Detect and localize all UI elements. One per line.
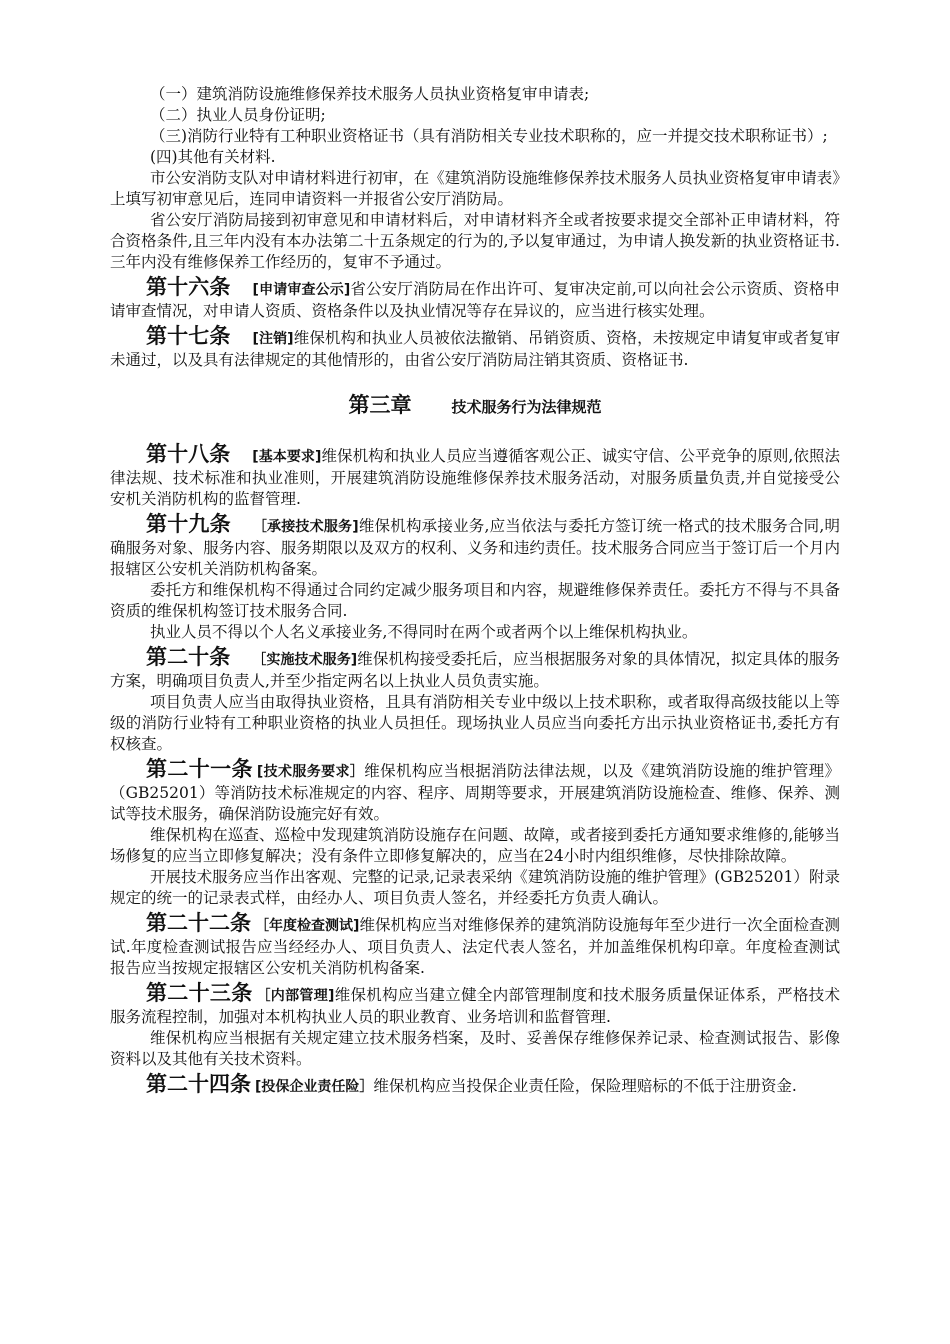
article-text: 维保机构接受委托后，应当根据服务对象的具体情况，拟定具体的服务方案，明确项目负责人,并至少指定两名以上执业人员负责实施。 (110, 650, 840, 690)
article-text: 维保机构和执业人员应当遵循客观公正、诚实守信、公平竞争的原则,依照法律法规、技术标准和执业准则，开展建筑消防设施维修保养技术服务活动，对服务质量负责,并自觉接受公安机关消防机构的监督管理. (110, 447, 841, 508)
article-16 (110, 277, 840, 322)
paragraph: 开展技术服务应当作出客观、完整的记录,记录表采纳《建筑消防设施的维护管理》(GB25201）附录规定的统一的记录表式样，由经办人、项目负责人签名，并经委托方负责人确认。 (110, 868, 840, 907)
article-tag: ［年度检查测试] (255, 918, 360, 934)
article-tag: [基本要求] (252, 449, 322, 465)
article-text: 维保机构应当建立健全内部管理制度和技术服务质量保证体系，严格技术服务流程控制，加强对本机构执业人员的职业教育、业务培训和监督管理. (110, 986, 840, 1026)
paragraph: 维保机构应当根据有关规定建立技术服务档案，及时、妥善保存维修保养记录、检查测试报告、影像资料以及其他有关技术资料。 (110, 1029, 840, 1068)
paragraph: 市公安消防支队对申请材料进行初审，在《建筑消防设施维修保养技术服务人员执业资格复审申请表》上填写初审意见后，连同申请资料一并报省公安厅消防局。 (110, 169, 840, 208)
article-20 (110, 647, 840, 692)
article-number: 第二十条 (146, 645, 231, 669)
article-number: 第十八条 (146, 442, 231, 466)
article-18 (110, 444, 840, 510)
article-21 (110, 759, 840, 825)
chapter-number: 第三章 (348, 393, 412, 417)
list-item: （三)消防行业特有工种职业资格证书（具有消防相关专业技术职称的，应一并提交技术职称证书）; (150, 127, 828, 145)
paragraph: 维保机构在巡查、巡检中发现建筑消防设施存在问题、故障，或者接到委托方通知要求维修的,能够当场修复的应当立即修复解决；没有条件立即修复解决的，应当在24小时内组织维修，尽快排除故障。 (110, 826, 840, 865)
article-number: 第二十一条 (146, 757, 253, 781)
paragraph: 项目负责人应当由取得执业资格，且具有消防相关专业中级以上技术职称，或者取得高级技能以上等级的消防行业特有工种职业资格的执业人员担任。现场执业人员应当向委托方出示执业资格证书,委托方有权核查。 (110, 693, 840, 753)
article-number: 第二十四条 (146, 1072, 251, 1096)
paragraph: 执业人员不得以个人名义承接业务,不得同时在两个或者两个以上维保机构执业。 (150, 623, 698, 641)
article-tag: [技术服务要求］ (256, 764, 365, 780)
paragraph: 委托方和维保机构不得通过合同约定减少服务项目和内容，规避维修保养责任。委托方不得与不具备资质的维保机构签订技术服务合同. (110, 581, 840, 620)
article-tag: ［承接技术服务] (252, 519, 359, 535)
chapter-heading (110, 395, 840, 418)
article-19 (110, 514, 840, 580)
article-tag: [申请审查公示] (252, 282, 351, 298)
list-item: (四)其他有关材料. (150, 148, 276, 166)
article-text: 省公安厅消防局在作出许可、复审决定前,可以向社会公示资质、资格申请审查情况，对申请人资质、资格条件以及执业情况等存在异议的，应当进行核实处理。 (110, 280, 841, 320)
article-text: 维保机构和执业人员被依法撤销、吊销资质、资格，未按规定申请复审或者复审未通过，以及具有法律规定的其他情形的，由省公安厅消防局注销其资质、资格证书. (110, 329, 841, 369)
article-number: 第二十二条 (146, 911, 252, 935)
article-23 (110, 983, 840, 1028)
article-number: 第二十三条 (146, 981, 253, 1005)
article-22 (110, 913, 840, 979)
document-page (110, 84, 840, 1098)
article-number: 第十七条 (146, 324, 231, 348)
list-item: （一）建筑消防设施维修保养技术服务人员执业资格复审申请表; (150, 85, 590, 103)
article-text: 维保机构应当根据消防法律法规，以及《建筑消防设施的维护管理》（GB25201）等消防技术标准规定的内容、程序、周期等要求，开展建筑消防设施检查、维修、保养、测试等技术服务，确保消防设施完好有效。 (110, 762, 840, 823)
article-text: 维保机构承接业务,应当依法与委托方签订统一格式的技术服务合同,明确服务对象、服务内容、服务期限以及双方的权利、义务和违约责任。技术服务合同应当于签订后一个月内报辖区公安机关消防机构备案。 (110, 517, 840, 578)
article-text: 维保机构应当对维修保养的建筑消防设施每年至少进行一次全面检查测试.年度检查测试报告应当经经办人、项目负责人、法定代表人签名，并加盖维保机构印章。年度检查测试报告应当按规定报辖区公安机关消防机构备案. (110, 916, 840, 977)
article-tag: [投保企业责任险］ (255, 1079, 374, 1095)
article-24 (110, 1074, 840, 1098)
article-tag: [注销] (252, 331, 294, 347)
article-number: 第十六条 (146, 275, 231, 299)
chapter-title: 技术服务行为法律规范 (451, 398, 602, 416)
article-17 (110, 326, 840, 371)
article-text: 维保机构应当投保企业责任险，保险理赔标的不低于注册资金. (373, 1077, 797, 1095)
list-item: （二）执业人员身份证明; (150, 106, 326, 124)
article-tag: ［内部管理] (256, 988, 335, 1004)
article-tag: ［实施技术服务] (252, 652, 358, 668)
article-number: 第十九条 (146, 512, 231, 536)
paragraph: 省公安厅消防局接到初审意见和申请材料后，对申请材料齐全或者按要求提交全部补正申请材料，符合资格条件,且三年内没有本办法第二十五条规定的行为的,予以复审通过，为申请人换发新的执业资格证书.三年内没有维修保养工作经历的，复审不予通过。 (110, 211, 840, 271)
